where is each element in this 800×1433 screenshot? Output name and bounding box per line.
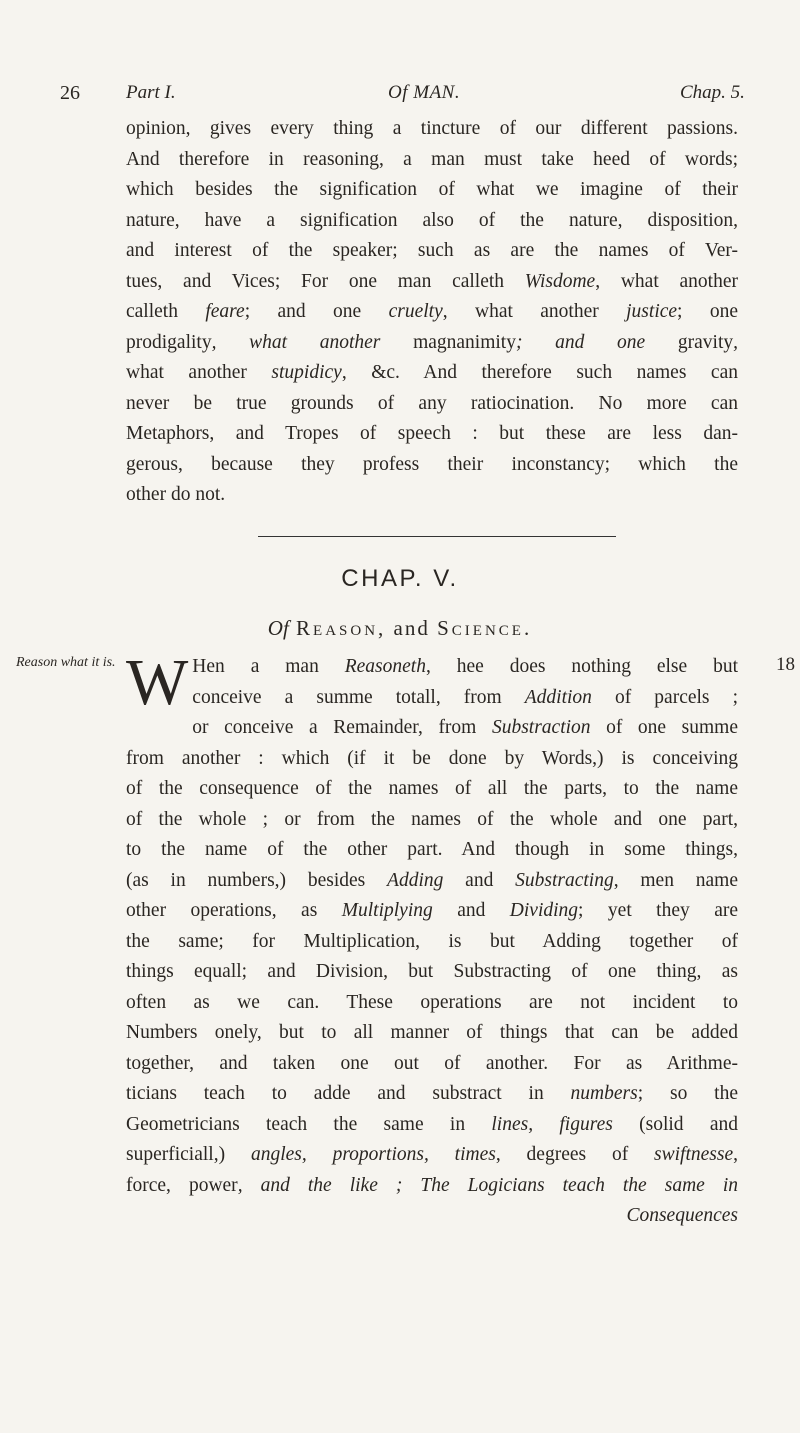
text-line <box>126 1171 738 1202</box>
text-segment: prodigality <box>126 331 212 353</box>
italic-phrase: ; and one <box>515 331 678 353</box>
text-segment: of the whole ; or from the names of the whole and one part, <box>126 808 738 830</box>
text-segment: things equall; and Division, but Substracting of one thing, as <box>126 961 738 982</box>
text-segment: gerous, because they profess their inconstancy; which the <box>126 453 738 475</box>
text-segment: magnanimity <box>413 331 516 353</box>
text-line <box>126 175 738 206</box>
italic-phrase: Dividing <box>509 900 579 921</box>
main-paragraph <box>126 646 738 1232</box>
text-line <box>126 957 738 988</box>
text-segment: Hen a man <box>192 656 345 677</box>
italic-phrase: lines, figures <box>491 1113 613 1135</box>
header-title: Of MAN. <box>388 82 461 103</box>
text-line <box>126 835 738 866</box>
text-line <box>126 652 738 683</box>
text-line <box>126 1140 738 1171</box>
italic-phrase: swiftnesse <box>654 1144 734 1165</box>
text-line <box>126 480 738 511</box>
text-segment: ; yet they are <box>578 900 738 921</box>
text-segment: Metaphors, and Tropes of speech : but these are less dan- <box>126 423 738 444</box>
text-segment: and <box>443 869 516 891</box>
italic-phrase: stupidicy <box>271 362 342 383</box>
text-line <box>126 419 738 450</box>
italic-phrase: Reasoneth <box>344 656 426 677</box>
text-segment: of the consequence of the names of all the parts, to the name <box>126 778 738 799</box>
text-line <box>126 206 738 237</box>
text-line <box>126 389 738 420</box>
text-segment: ; and one <box>244 301 389 322</box>
text-line <box>126 450 738 481</box>
text-line <box>126 805 738 836</box>
section-title-science: Science. <box>437 616 533 640</box>
text-segment: other do not. <box>126 484 226 505</box>
opening-paragraph <box>126 114 738 511</box>
text-segment: to the name of the other part. And though in some things, <box>126 839 738 860</box>
text-segment: ticians teach to adde and substract in <box>126 1083 571 1104</box>
text-segment: and <box>432 900 510 921</box>
text-line <box>126 1018 738 1049</box>
text-segment: (as in numbers,) besides <box>126 869 388 891</box>
italic-phrase: , what another <box>211 331 414 353</box>
text-segment: the same; for Multiplication, is but Adding together of <box>126 930 738 952</box>
section-title-of: Of <box>267 616 289 640</box>
text-line <box>126 774 738 805</box>
text-line <box>126 358 738 389</box>
italic-phrase: Addition <box>524 686 592 708</box>
text-segment: of one summe <box>590 717 738 738</box>
text-segment: conceive a summe totall, from <box>192 686 525 708</box>
section-title <box>0 616 800 641</box>
catchword: Consequences <box>626 1205 738 1226</box>
text-line <box>126 683 738 714</box>
section-title-reason: Reason, <box>296 616 387 640</box>
text-segment: , <box>733 1144 738 1165</box>
margin-note: Reason what it is. <box>16 655 116 670</box>
text-segment: (solid and <box>612 1113 738 1135</box>
text-line <box>126 1079 738 1110</box>
text-line <box>126 896 738 927</box>
text-line <box>126 328 738 359</box>
text-line <box>126 145 738 176</box>
italic-phrase: angles, proportions, times <box>250 1144 496 1165</box>
text-line <box>126 744 738 775</box>
text-segment: , men name <box>613 869 738 891</box>
text-line <box>126 988 738 1019</box>
chapter-heading: CHAP. V. <box>341 565 459 592</box>
running-header <box>0 82 800 112</box>
text-segment: other operations, as <box>126 900 342 921</box>
text-segment: gravity <box>677 331 734 353</box>
text-segment: nature, have a signification also of the nature, disposition, <box>126 209 738 231</box>
italic-phrase: Substracting <box>515 869 614 891</box>
text-segment: ; one <box>677 301 739 322</box>
italic-phrase: Wisdome <box>524 270 596 292</box>
text-segment: , &c. And therefore such names can <box>341 362 738 383</box>
text-segment: Numbers onely, but to all manner of things that can be added <box>126 1022 738 1043</box>
section-title-and: and <box>393 616 430 640</box>
italic-phrase: justice <box>626 301 678 322</box>
text-segment: , what another <box>595 270 738 292</box>
text-segment: , what another <box>442 301 627 322</box>
margin-number: 18 <box>776 654 795 675</box>
italic-phrase: feare <box>205 301 245 322</box>
text-segment: or conceive a Remainder, from <box>192 717 492 738</box>
italic-phrase: , and the like ; The Logicians teach the same in <box>237 1174 738 1196</box>
text-segment: And therefore in reasoning, a man must take heed of words; <box>126 148 738 170</box>
italic-phrase: numbers <box>570 1083 638 1104</box>
text-line <box>126 866 738 897</box>
text-line <box>126 114 738 145</box>
text-segment: tues, and Vices; For one man calleth <box>126 270 525 292</box>
italic-phrase: Adding <box>387 869 444 891</box>
part-label: Part I. <box>126 82 176 103</box>
text-line <box>126 713 738 744</box>
page-number: 26 <box>60 82 80 104</box>
text-segment: force, power <box>126 1174 238 1196</box>
text-segment: superficiall,) <box>126 1144 251 1165</box>
chapter-label: Chap. 5. <box>680 82 745 103</box>
italic-phrase: , <box>733 331 738 353</box>
text-segment: , hee does nothing else but <box>425 656 738 677</box>
italic-phrase: cruelty <box>388 301 443 322</box>
text-line <box>126 297 738 328</box>
text-segment: and interest of the speaker; such as are the names of Ver- <box>126 240 738 261</box>
text-segment: which besides the signification of what we imagine of their <box>126 179 738 200</box>
text-segment: calleth <box>126 301 206 322</box>
text-segment: what another <box>126 362 272 383</box>
text-line <box>126 236 738 267</box>
text-segment: , degrees of <box>495 1144 655 1165</box>
text-segment: of parcels ; <box>591 686 738 708</box>
italic-phrase: Substraction <box>491 717 591 738</box>
text-segment: together, and taken one out of another. For as Arithme- <box>126 1052 738 1074</box>
text-segment: often as we can. These operations are not incident to <box>126 991 738 1013</box>
text-segment: Geometricians teach the same in <box>126 1113 492 1135</box>
text-line <box>126 1049 738 1080</box>
text-line <box>126 1110 738 1141</box>
text-line <box>126 267 738 298</box>
section-divider <box>258 536 616 537</box>
italic-phrase: Multiplying <box>341 900 433 921</box>
text-segment: from another : which (if it be done by Words,) is conceiving <box>126 747 738 769</box>
text-segment: never be true grounds of any ratiocination. No more can <box>126 392 738 414</box>
text-segment: ; so the <box>637 1083 738 1104</box>
text-line <box>126 927 738 958</box>
text-segment: opinion, gives every thing a tincture of our different passions. <box>126 118 738 139</box>
dropcap: W <box>126 646 189 719</box>
